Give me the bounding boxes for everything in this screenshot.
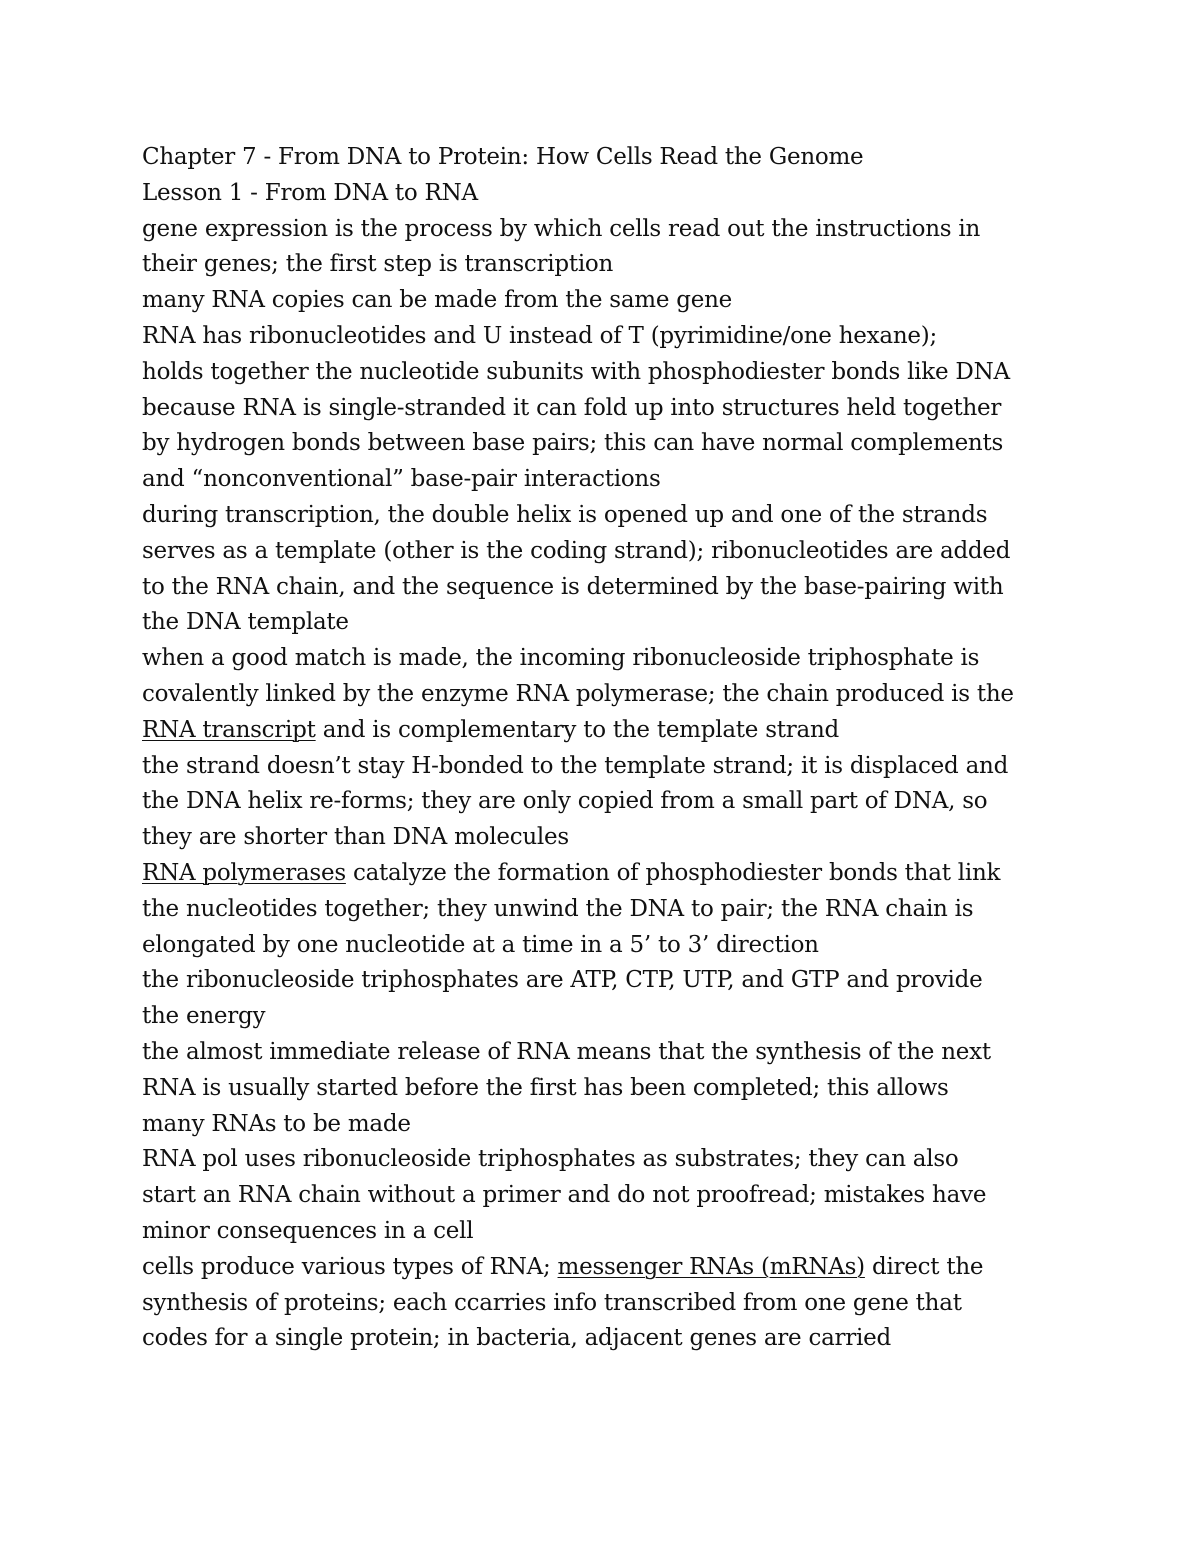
text-line: many RNAs to be made [142,1110,411,1137]
chapter-title: Chapter 7 - From DNA to Protein: How Cells Read the Genome [142,144,864,170]
term-messenger-rnas: messenger RNAs (mRNAs) [557,1253,865,1280]
text-line: they are shorter than DNA molecules [142,824,569,851]
text-line: the nucleotides together; they unwind the DNA to pair; the RNA chain is [142,895,974,922]
text-line: and “nonconventional” base-pair interactions [142,466,661,493]
text-line [142,713,1072,749]
term-rna-transcript: RNA transcript [142,716,316,743]
text-line: the DNA helix re-forms; they are only copied from a small part of DNA, so [142,788,988,815]
text-segment: direct the [864,1253,984,1280]
text-line: during transcription, the double helix is opened up and one of the strands [142,501,988,528]
text-line [142,1250,1072,1286]
text-line [142,856,1072,892]
text-line: holds together the nucleotide subunits with phosphodiester bonds like DNA [142,358,1010,385]
text-line: their genes; the first step is transcription [142,251,614,278]
text-line: covalently linked by the enzyme RNA polymerase; the chain produced is the [142,680,1014,707]
text-segment: cells produce various types of RNA; [142,1253,558,1280]
text-line: gene expression is the process by which cells read out the instructions in [142,215,981,242]
text-line: serves as a template (other is the coding strand); ribonucleotides are added [142,537,1011,564]
lesson-title: Lesson 1 - From DNA to RNA [142,179,478,206]
text-line: the DNA template [142,609,349,636]
text-line: the almost immediate release of RNA means that the synthesis of the next [142,1038,991,1065]
text-line: codes for a single protein; in bacteria, adjacent genes are carried [142,1325,891,1352]
text-line: the strand doesn’t stay H-bonded to the template strand; it is displaced and [142,752,1009,779]
text-segment: catalyze the formation of phosphodiester bonds that link [345,859,1001,886]
text-segment: and is complementary to the template strand [315,716,839,743]
term-rna-polymerases: RNA polymerases [142,859,346,886]
text-line: when a good match is made, the incoming ribonucleoside triphosphate is [142,645,980,672]
text-line: RNA has ribonucleotides and U instead of T (pyrimidine/one hexane); [142,322,937,349]
text-line: synthesis of proteins; each ccarries info transcribed from one gene that [142,1289,962,1316]
text-line: the ribonucleoside triphosphates are ATP, CTP, UTP, and GTP and provide [142,967,983,994]
text-line: by hydrogen bonds between base pairs; this can have normal complements [142,430,1004,457]
text-line: the energy [142,1003,266,1030]
text-line: because RNA is single-stranded it can fold up into structures held together [142,394,1002,421]
text-line: elongated by one nucleotide at a time in a 5’ to 3’ direction [142,931,819,958]
text-line: start an RNA chain without a primer and do not proofread; mistakes have [142,1182,987,1209]
text-line: minor consequences in a cell [142,1217,474,1244]
text-line: many RNA copies can be made from the same gene [142,287,733,314]
text-line: to the RNA chain, and the sequence is determined by the base-pairing with [142,573,1004,600]
document-body [142,140,1072,1357]
text-line: RNA is usually started before the first has been completed; this allows [142,1074,949,1101]
text-line: RNA pol uses ribonucleoside triphosphates as substrates; they can also [142,1146,959,1173]
